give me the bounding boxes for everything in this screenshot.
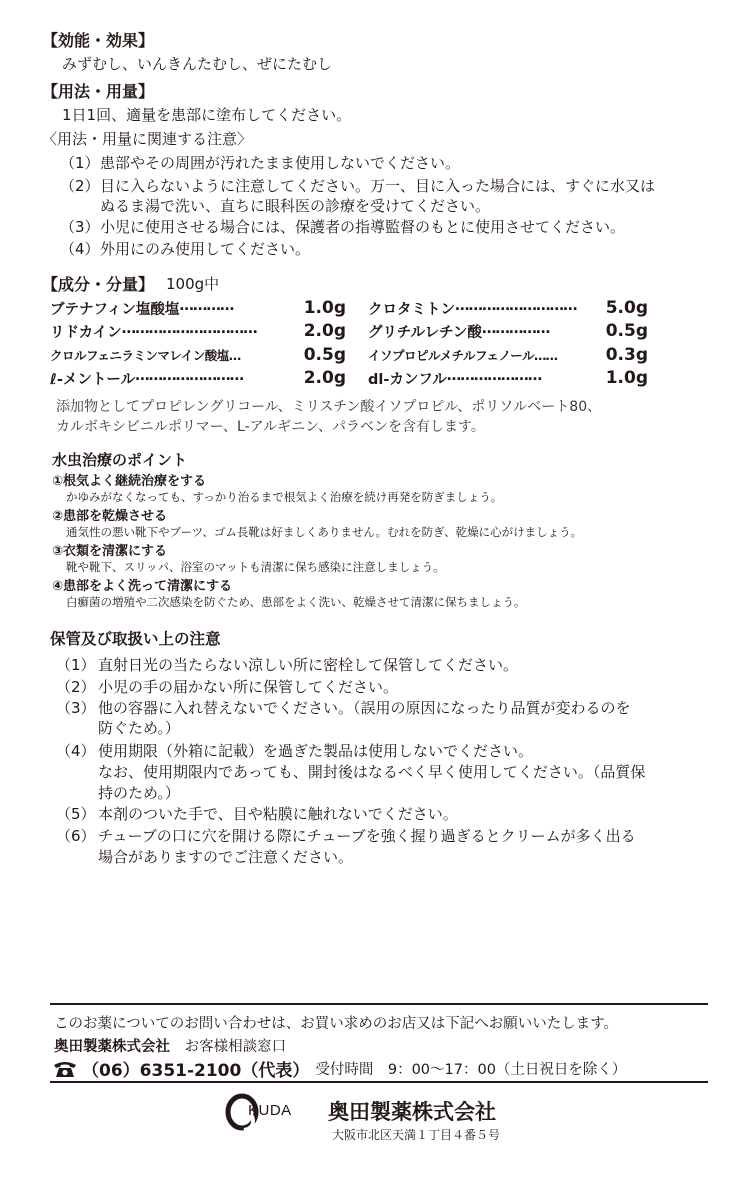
ingredient-row xyxy=(368,345,648,365)
storage-note-text: 直射日光の当たらない涼しい所に密栓して保管してください。 xyxy=(98,656,519,674)
usage-notes-heading: 〈用法・用量に関連する注意〉 xyxy=(42,130,253,148)
usage-note-text: 小児に使用させる場合には、保護者の指導監督のもとに使用させてください。 xyxy=(100,218,626,236)
ingredient-dots: …………………… xyxy=(135,368,244,384)
ingredient-name: イソプロピルメチルフェノール xyxy=(368,348,535,363)
ingredient-row xyxy=(368,321,648,342)
footer-top-rule xyxy=(50,1003,708,1005)
phone-icon xyxy=(52,1059,78,1079)
ingredient-row xyxy=(50,321,346,342)
point-title: ③衣類を清潔にする xyxy=(52,544,168,559)
ingredient-row xyxy=(50,345,346,365)
storage-note-text: 持のため。） xyxy=(98,784,180,802)
efficacy-text: みずむし、いんきんたむし、ぜにたむし xyxy=(62,55,333,73)
storage-note-text: 本剤のついた手で、目や粘膜に触れないでください。 xyxy=(98,805,458,823)
point-text: 通気性の悪い靴下やブーツ、ゴム長靴は好ましくありません。むれを防ぎ、乾燥に心がけましょう。 xyxy=(66,525,583,539)
usage-note-number: （3） xyxy=(60,218,100,236)
usage-note-text: 目に入らないように注意してください。万一、目に入った場合には、すぐに水又は xyxy=(100,177,656,195)
ingredient-amount: 2.0g xyxy=(303,321,346,341)
ingredient-row xyxy=(368,368,648,389)
efficacy-heading: 【効能・効果】 xyxy=(42,31,155,50)
ingredient-name: dl-カンフル xyxy=(368,372,447,388)
usage-note-number: （1） xyxy=(60,154,100,172)
ingredient-row xyxy=(368,298,648,319)
ingredient-dots: … xyxy=(228,348,241,363)
usage-heading: 【用法・用量】 xyxy=(42,82,155,101)
logo-company-name: 奥田製薬株式会社 xyxy=(328,1099,496,1124)
ingredient-name: クロタミトン xyxy=(368,302,455,318)
ingredient-dots: …… xyxy=(534,348,558,363)
ingredient-dots: …………… xyxy=(481,321,550,337)
storage-note-number: （1） xyxy=(56,656,96,674)
contact-company: 奥田製薬株式会社 xyxy=(54,1039,170,1055)
ingredient-amount: 0.5g xyxy=(605,321,648,341)
ingredient-dots: ………………… xyxy=(446,368,542,384)
storage-note-number: （5） xyxy=(56,805,96,823)
storage-note-text: 使用期限（外箱に記載）を過ぎた製品は使用しないでください。 xyxy=(98,742,534,760)
ingredients-heading: 【成分・分量】 xyxy=(42,275,155,294)
contact-desk: お客様相談窓口 xyxy=(184,1039,287,1055)
storage-note-text: 他の容器に入れ替えないでください。（誤用の原因になったり品質が変わるのを xyxy=(98,699,631,717)
point-text: 靴や靴下、スリッパ、浴室のマットも清潔に保ち感染に注意しましょう。 xyxy=(66,560,445,574)
logo-address: 大阪市北区天満１丁目４番５号 xyxy=(332,1128,501,1142)
ingredient-amount: 0.5g xyxy=(303,345,346,365)
points-heading: 水虫治療のポイント xyxy=(52,451,188,469)
logo-brand: KUDA xyxy=(248,1102,292,1119)
contact-intro: このお薬についてのお問い合わせは、お買い求めのお店又は下記へお願いいたします。 xyxy=(54,1016,619,1032)
additives-text: 添加物としてプロピレングリコール、ミリスチン酸イソプロピル、ポリソルベート80、 xyxy=(56,399,602,415)
usage-note-number: （2） xyxy=(60,177,100,195)
ingredient-name: グリチルレチン酸 xyxy=(368,325,482,341)
storage-note-number: （3） xyxy=(56,699,96,717)
usage-note-number: （4） xyxy=(60,240,100,258)
contact-hours: 受付時間 9：00〜17：00（土日祝日を除く） xyxy=(315,1062,627,1078)
storage-note-text: 場合がありますのでご注意ください。 xyxy=(98,848,354,866)
usage-note-text: ぬるま湯で洗い、直ちに眼科医の診療を受けてください。 xyxy=(100,197,491,215)
ingredients-per: 100g中 xyxy=(166,275,220,293)
point-title: ①根気よく継続治療をする xyxy=(52,474,207,489)
contact-phone: （06）6351-2100（代表） xyxy=(82,1061,310,1081)
storage-note-text: 防ぐため。） xyxy=(98,719,180,737)
ingredient-name: リドカイン xyxy=(50,325,122,341)
storage-heading: 保管及び取扱い上の注意 xyxy=(50,630,221,648)
point-text: 白癬菌の増殖や二次感染を防ぐため、患部をよく洗い、乾燥させて清潔に保ちましょう。 xyxy=(66,595,526,609)
usage-note-text: 患部やその周囲が汚れたまま使用しないでください。 xyxy=(100,154,461,172)
usage-text: 1日1回、適量を患部に塗布してください。 xyxy=(62,106,352,124)
storage-note-text: 小児の手の届かない所に保管してください。 xyxy=(98,678,399,696)
storage-note-text: なお、使用期限内であっても、開封後はなるべく早く使用してください。（品質保 xyxy=(98,763,646,781)
ingredient-row xyxy=(50,368,346,389)
ingredient-name: クロルフェニラミンマレイン酸塩 xyxy=(50,348,229,363)
point-text: かゆみがなくなっても、すっかり治るまで根気よく治療を続け再発を防ぎましょう。 xyxy=(66,490,503,504)
ingredient-name: ブテナフィン塩酸塩 xyxy=(50,302,180,318)
contact-phone-line xyxy=(52,1056,626,1081)
point-title: ②患部を乾燥させる xyxy=(52,509,168,524)
storage-note-number: （4） xyxy=(56,742,96,760)
contact-company-line xyxy=(54,1035,286,1056)
storage-note-number: （2） xyxy=(56,678,96,696)
ingredient-row xyxy=(50,298,346,319)
ingredient-name: ℓ-メントール xyxy=(50,372,136,388)
ingredient-dots: ………………………… xyxy=(121,321,257,337)
ingredient-dots: ………… xyxy=(179,298,234,314)
usage-note-text: 外用にのみ使用してください。 xyxy=(100,240,311,258)
ingredient-amount: 2.0g xyxy=(303,368,346,388)
additives-text: カルボキシビニルポリマー、L-アルギニン、パラベンを含有します。 xyxy=(56,419,485,435)
ingredient-dots: ……………………… xyxy=(455,298,577,314)
storage-note-number: （6） xyxy=(56,827,96,845)
point-title: ④患部をよく洗って清潔にする xyxy=(52,579,233,594)
company-logo xyxy=(222,1090,322,1134)
ingredient-amount: 0.3g xyxy=(605,345,648,365)
ingredient-amount: 5.0g xyxy=(605,298,648,318)
ingredient-amount: 1.0g xyxy=(605,368,648,388)
ingredient-amount: 1.0g xyxy=(303,298,346,318)
footer-bottom-rule xyxy=(50,1081,708,1083)
storage-note-text: チューブの口に穴を開ける際にチューブを強く握り過ぎるとクリームが多く出る xyxy=(98,827,636,845)
